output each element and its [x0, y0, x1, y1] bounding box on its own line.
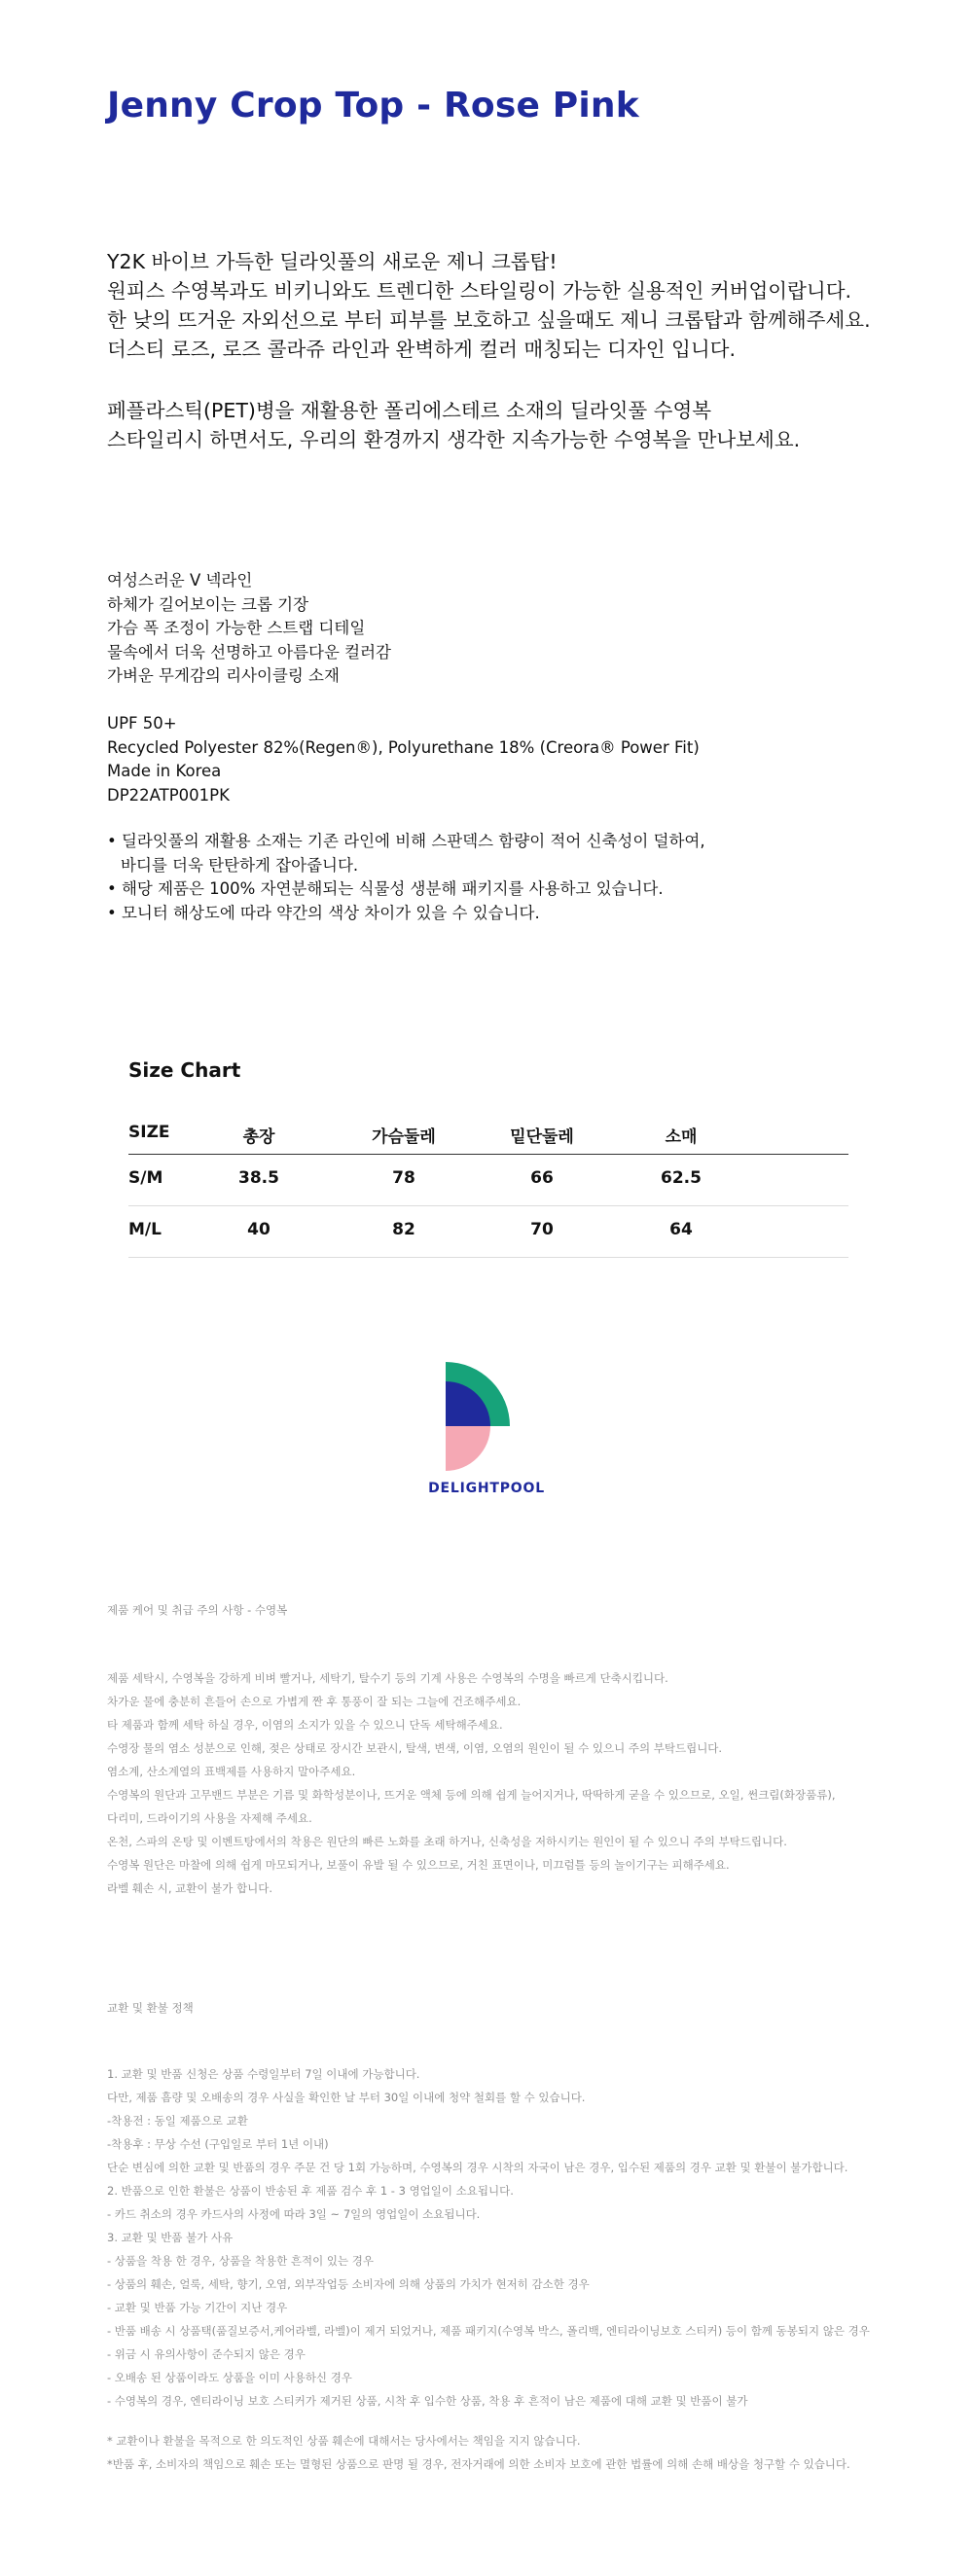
exchange-line: 단순 변심에 의한 교환 및 반품의 경우 주문 건 당 1회 가능하며, 수영복의 경우 시착의 자국이 남은 경우, 입수된 제품의 경우 교환 및 환불이 불가합니다. [107, 2161, 848, 2174]
care-line: 수영복 원단은 마찰에 의해 쉽게 마모되거나, 보풀이 유발 될 수 있으므로, 거친 표면이나, 미끄럼틀 등의 놀이기구는 피해주세요. [107, 1858, 730, 1872]
care-line: 염소계, 산소계열의 표백제를 사용하지 말아주세요. [107, 1765, 356, 1778]
exchange-title-text: 교환 및 환불 정책 [107, 2001, 194, 2015]
care-line: 온천, 스파의 온탕 및 이벤트탕에서의 착용은 원단의 빠른 노화를 초래 하거나, 신축성을 저하시키는 원인이 될 수 있으니 주의 부탁드립니다. [107, 1835, 787, 1848]
exchange-line: - 오배송 된 상품이라도 상품을 이미 사용하신 경우 [107, 2371, 352, 2384]
exchange-section-title [107, 1996, 194, 2020]
exchange-line: 2. 반품으로 인한 환불은 상품이 반송된 후 제품 검수 후 1 - 3 영업일이 소요됩니다. [107, 2184, 514, 2198]
size-cell: M/L [128, 1220, 162, 1239]
intro-line: 원피스 수영복과도 비키니와도 트렌디한 스타일링이 가능한 실용적인 커버업이랍니다. [107, 279, 852, 303]
note-item: • 딜라잇풀의 재활용 소재는 기존 라인에 비해 스판덱스 함량이 적어 신축성이 덜하여, [107, 832, 705, 850]
exchange-line: -착용전 : 동일 제품으로 교환 [107, 2114, 248, 2128]
pet-paragraph [107, 396, 800, 454]
intro-line: Y2K 바이브 가득한 딜라잇풀의 새로운 제니 크롭탑! [107, 250, 558, 273]
intro-line: 더스티 로즈, 로즈 콜라쥬 라인과 완벽하게 컬러 매칭되는 디자인 입니다. [107, 338, 736, 361]
care-line: 수영장 물의 염소 성분으로 인해, 젖은 상태로 장시간 보관시, 탈색, 변색, 이염, 오염의 원인이 될 수 있으니 주의 부탁드립니다. [107, 1741, 723, 1755]
notes-list [107, 830, 705, 925]
care-line: 다리미, 드라이기의 사용을 자제해 주세요. [107, 1811, 312, 1825]
size-cell: 78 [392, 1168, 415, 1188]
exchange-line: -착용후 : 무상 수선 (구입일로 부터 1년 이내) [107, 2137, 329, 2151]
exchange-line: - 카드 취소의 경우 카드사의 사정에 따라 3일 ~ 7일의 영업일이 소요됩니다. [107, 2207, 481, 2221]
intro-line: 한 낮의 뜨거운 자외선으로 부터 피부를 보호하고 싶을때도 제니 크롭탑과 함께해주세요. [107, 308, 871, 332]
care-line: 차가운 물에 충분히 흔들어 손으로 가볍게 짠 후 통풍이 잘 되는 그늘에 건조해주세요. [107, 1695, 522, 1708]
size-cell: 64 [669, 1220, 693, 1239]
care-line: 수영복의 원단과 고무밴드 부분은 기름 및 화학성분이나, 뜨거운 액체 등에 의해 쉽게 늘어지거나, 딱딱하게 굳을 수 있으므로, 오일, 썬크림(화장품류), [107, 1788, 836, 1802]
feature-item: 물속에서 더욱 선명하고 아름다운 컬러감 [107, 642, 391, 662]
feature-item: 가슴 폭 조정이 가능한 스트랩 디테일 [107, 619, 366, 637]
size-cell: 82 [392, 1220, 415, 1239]
exchange-line: - 수영복의 경우, 엔티라이닝 보호 스티커가 제거된 상품, 시착 후 입수한 상품, 착용 후 흔적이 남은 제품에 대해 교환 및 반품이 불가 [107, 2394, 748, 2408]
size-cell: S/M [128, 1168, 163, 1188]
feature-item: 가벼운 무게감의 리사이클링 소재 [107, 666, 340, 685]
care-line: 제품 세탁시, 수영복을 강하게 비벼 빨거나, 세탁기, 탈수기 등의 기계 사용은 수영복의 수명을 빠르게 단축시킵니다. [107, 1671, 668, 1685]
size-header-cell: 소매 [665, 1127, 698, 1147]
exchange-footer-line: * 교환이나 환불을 목적으로 한 의도적인 상품 훼손에 대해서는 당사에서는 책임을 지지 않습니다. [107, 2434, 581, 2448]
exchange-list [107, 2062, 870, 2413]
spec-product-code: DP22ATP001PK [107, 785, 230, 805]
feature-list [107, 569, 391, 689]
care-title-text: 제품 케어 및 취급 주의 사항 - 수영복 [107, 1603, 288, 1617]
size-cell: 70 [530, 1220, 554, 1239]
size-chart-header-row [128, 1117, 848, 1155]
pet-line: 페플라스틱(PET)병을 재활용한 폴리에스테르 소재의 딜라잇풀 수영복 [107, 399, 712, 422]
brand-logo-icon [446, 1362, 527, 1479]
logo-pink-quarter [446, 1426, 490, 1471]
note-item: • 모니터 해상도에 따라 약간의 색상 차이가 있을 수 있습니다. [107, 903, 540, 922]
care-list [107, 1666, 835, 1900]
size-header-cell: 가슴둘레 [372, 1127, 436, 1147]
exchange-line: - 상품을 착용 한 경우, 상품을 착용한 흔적이 있는 경우 [107, 2254, 374, 2268]
exchange-line: - 교환 및 반품 가능 기간이 지난 경우 [107, 2301, 288, 2314]
size-header-cell: 밑단둘레 [510, 1127, 574, 1147]
feature-item: 여성스러운 V 넥라인 [107, 571, 253, 590]
exchange-line: 1. 교환 및 반품 신청은 상품 수령일부터 7일 이내에 가능합니다. [107, 2067, 420, 2081]
exchange-line: 3. 교환 및 반품 불가 사유 [107, 2231, 234, 2244]
exchange-line: 다만, 제품 흠량 및 오배송의 경우 사실을 확인한 날 부터 30일 이내에 청약 철회를 할 수 있습니다. [107, 2091, 586, 2104]
feature-item: 하체가 길어보이는 크롭 기장 [107, 594, 309, 614]
spec-list [107, 712, 700, 807]
exchange-line: - 위금 시 유의사항이 준수되지 않은 경우 [107, 2347, 306, 2361]
intro-paragraph [107, 247, 871, 364]
note-item: 바디를 더욱 탄탄하게 잡아줍니다. [121, 855, 359, 875]
note-item: • 해당 제품은 100% 자연분해되는 식물성 생분해 패키지를 사용하고 있습니다. [107, 879, 664, 898]
size-chart-table [128, 1117, 848, 1258]
care-section-title [107, 1598, 287, 1622]
size-cell: 38.5 [238, 1168, 279, 1188]
spec-origin: Made in Korea [107, 762, 222, 780]
care-line: 라벨 훼손 시, 교환이 불가 합니다. [107, 1881, 273, 1895]
brand-name: DELIGHTPOOL [428, 1481, 545, 1496]
exchange-footer [107, 2429, 850, 2476]
spec-upf: UPF 50+ [107, 714, 177, 733]
size-cell: 62.5 [661, 1168, 702, 1188]
exchange-line: - 상품의 훼손, 얼룩, 세탁, 향기, 오염, 외부작업등 소비자에 의해 상품의 가치가 현저히 감소한 경우 [107, 2277, 590, 2291]
size-cell: 66 [530, 1168, 554, 1188]
size-chart-title: Size Chart [128, 1058, 241, 1082]
product-title: Jenny Crop Top - Rose Pink [107, 86, 639, 125]
care-line: 타 제품과 함께 세탁 하실 경우, 이염의 소지가 있을 수 있으니 단독 세탁해주세요. [107, 1718, 503, 1732]
spec-material: Recycled Polyester 82%(Regen®), Polyurethane 18% (Creora® Power Fit) [107, 737, 700, 757]
size-header-cell: 총장 [242, 1127, 275, 1147]
exchange-line: - 반품 배송 시 상품택(품질보증서,케어라벨, 라벨)이 제거 되었거나, 제품 패키지(수영복 박스, 폴리백, 엔티라이닝보호 스티커) 등이 함께 동봉되지 않은 경우 [107, 2324, 870, 2338]
exchange-footer-line: *반품 후, 소비자의 책임으로 훼손 또는 멸형된 상품으로 판명 될 경우, 전자거래에 의한 소비자 보호에 관한 법률에 의해 손해 배상을 청구할 수 있습니다. [107, 2457, 850, 2471]
table-row [128, 1206, 848, 1258]
table-row [128, 1155, 848, 1206]
size-cell: 40 [247, 1220, 270, 1239]
size-header-cell: SIZE [128, 1123, 170, 1142]
pet-line: 스타일리시 하면서도, 우리의 환경까지 생각한 지속가능한 수영복을 만나보세요. [107, 428, 801, 451]
